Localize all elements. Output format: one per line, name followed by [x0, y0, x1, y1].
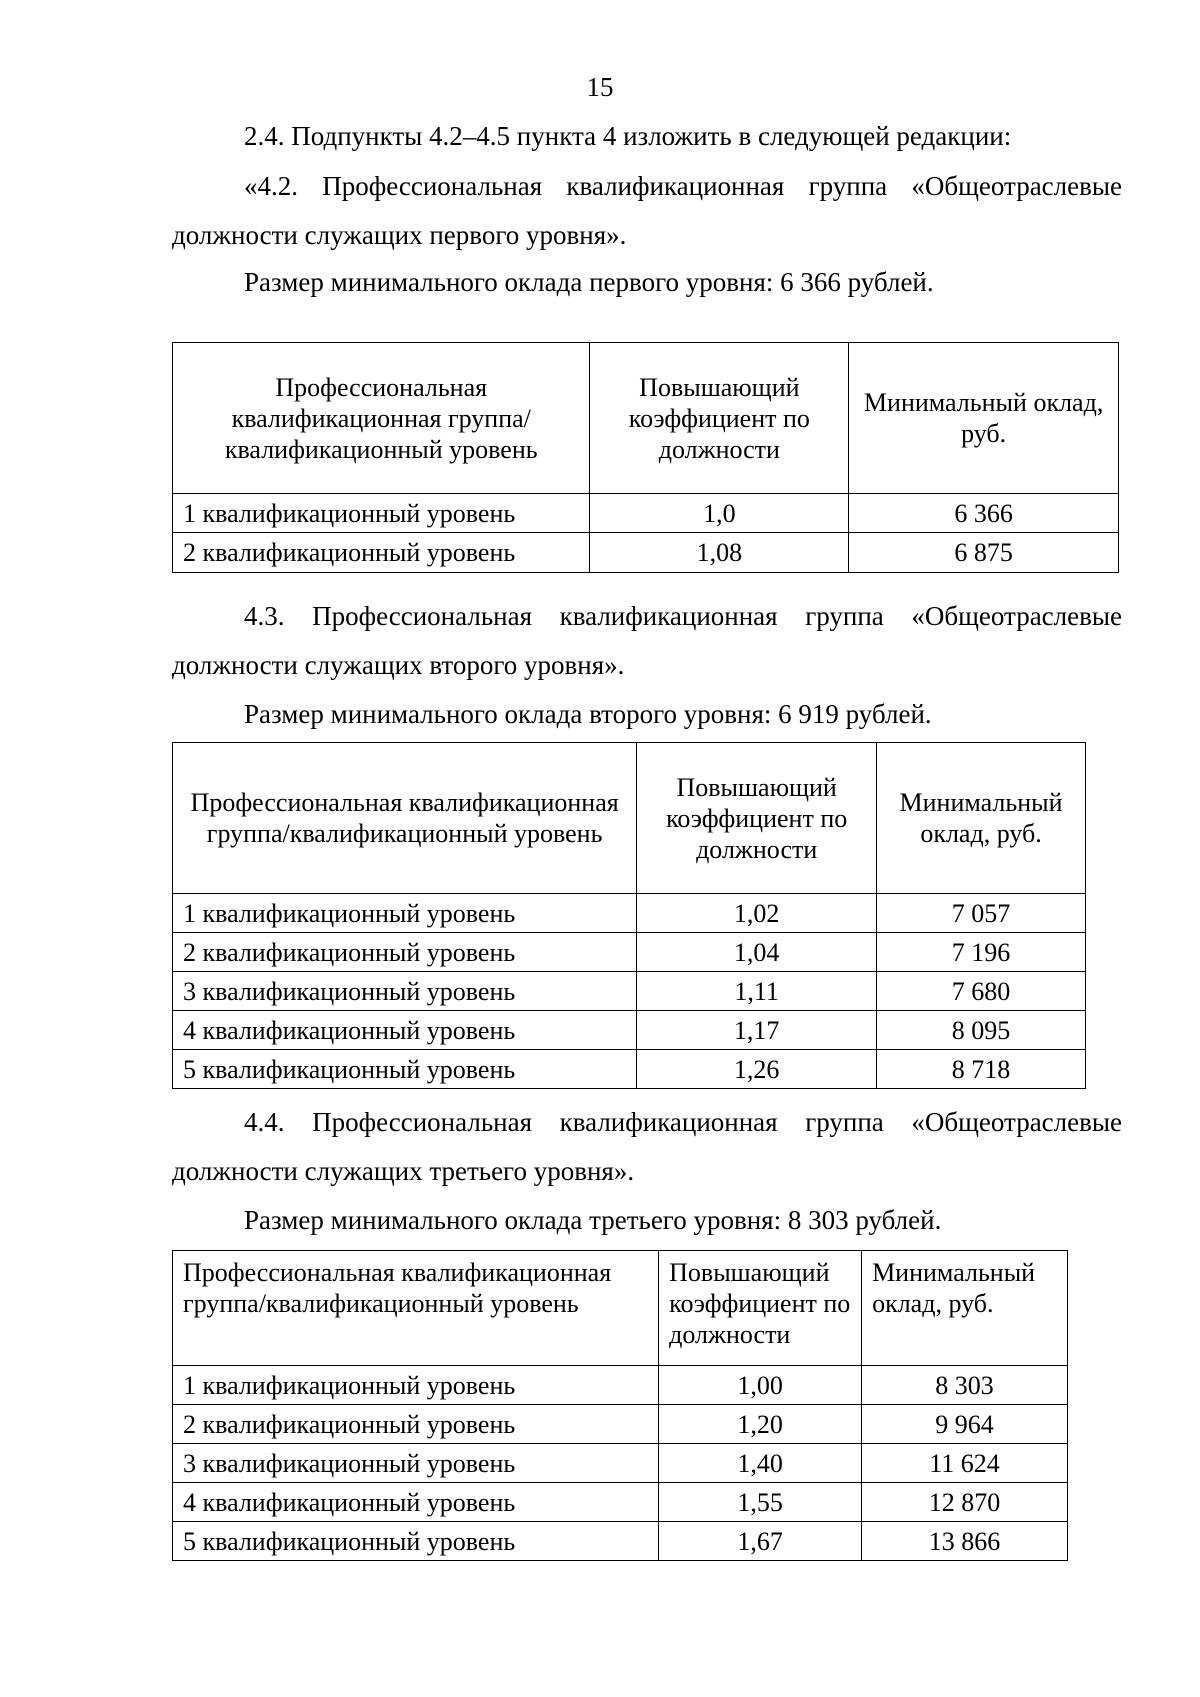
coef-cell: 1,02 [637, 894, 877, 933]
table-header-row [173, 343, 1119, 494]
level-cell: 3 квалификационный уровень [173, 972, 637, 1011]
level-cell: 1 квалификационный уровень [173, 894, 637, 933]
table-row [173, 1444, 1068, 1483]
header-coef-label: Повышающий коэффициент по должности [666, 772, 848, 864]
salary-cell: 6 875 [849, 533, 1119, 573]
salary-table-level-2 [172, 742, 1086, 1089]
header-coef-cell [637, 743, 877, 894]
header-salary-cell [862, 1251, 1068, 1366]
header-salary-cell [877, 743, 1086, 894]
salary-cell: 13 866 [862, 1522, 1068, 1561]
level-cell: 2 квалификационный уровень [173, 533, 590, 573]
paragraph-salary-level-1: Размер минимального оклада первого уровня: 6 366 рублей. [244, 267, 934, 297]
header-group-cell [173, 1251, 659, 1366]
header-group-cell [173, 743, 637, 894]
coef-cell: 1,11 [637, 972, 877, 1011]
salary-cell: 7 196 [877, 933, 1086, 972]
table-row [173, 1522, 1068, 1561]
coef-cell: 1,00 [659, 1366, 862, 1405]
table-header-row [173, 1251, 1068, 1366]
table-row [173, 1483, 1068, 1522]
page-number: 15 [586, 72, 614, 102]
level-cell: 4 квалификационный уровень [173, 1483, 659, 1522]
coef-cell: 1,20 [659, 1405, 862, 1444]
header-group-label: Профессиональная квалификационная группа/квалификационный уровень [190, 788, 619, 848]
table-row [173, 972, 1086, 1011]
level-cell: 1 квалификационный уровень [173, 494, 590, 533]
header-coef-cell [590, 343, 849, 494]
coef-cell: 1,08 [590, 533, 849, 573]
header-group-cell [173, 343, 590, 494]
table-row [173, 1050, 1086, 1089]
salary-table-level-1 [172, 342, 1119, 573]
coef-cell: 1,26 [637, 1050, 877, 1089]
coef-cell: 1,0 [590, 494, 849, 533]
table-row [173, 533, 1119, 573]
table-row [173, 1011, 1086, 1050]
salary-cell: 11 624 [862, 1444, 1068, 1483]
level-cell: 3 квалификационный уровень [173, 1444, 659, 1483]
salary-cell: 12 870 [862, 1483, 1068, 1522]
header-salary-cell [849, 343, 1119, 494]
level-cell: 4 квалификационный уровень [173, 1011, 637, 1050]
header-coef-label: Повышающий коэффициент по должности [669, 1258, 851, 1349]
level-cell: 1 квалификационный уровень [173, 1366, 659, 1405]
header-salary-label: Минимальный оклад, руб. [899, 788, 1063, 848]
paragraph-amendment-intro: 2.4. Подпункты 4.2–4.5 пункта 4 изложить в следующей редакции: [244, 121, 1012, 151]
salary-cell: 6 366 [849, 494, 1119, 533]
table-row [173, 933, 1086, 972]
salary-cell: 8 718 [877, 1050, 1086, 1089]
salary-cell: 7 680 [877, 972, 1086, 1011]
table-row [173, 1405, 1068, 1444]
table-row [173, 494, 1119, 533]
level-cell: 5 квалификационный уровень [173, 1522, 659, 1561]
header-salary-label: Минимальный оклад, руб. [863, 388, 1104, 448]
coef-cell: 1,40 [659, 1444, 862, 1483]
header-group-label: Профессиональная квалификационная группа/квалификационный уровень [183, 1258, 612, 1318]
salary-cell: 8 303 [862, 1366, 1068, 1405]
level-cell: 2 квалификационный уровень [173, 933, 637, 972]
level-cell: 2 квалификационный уровень [173, 1405, 659, 1444]
coef-cell: 1,55 [659, 1483, 862, 1522]
header-salary-label: Минимальный оклад, руб. [872, 1258, 1036, 1318]
coef-cell: 1,17 [637, 1011, 877, 1050]
paragraph-salary-level-3: Размер минимального оклада третьего уровня: 8 303 рублей. [244, 1205, 942, 1235]
header-group-label: Профессиональная квалификационная группа/квалификационный уровень [224, 372, 538, 464]
salary-table-level-3 [172, 1250, 1068, 1561]
coef-cell: 1,67 [659, 1522, 862, 1561]
level-cell: 5 квалификационный уровень [173, 1050, 637, 1089]
paragraph-section-4-3: 4.3. Профессиональная квалификационная группа «Общеотраслевые должности служащих второго уровня». [172, 601, 1122, 680]
salary-cell: 9 964 [862, 1405, 1068, 1444]
salary-cell: 8 095 [877, 1011, 1086, 1050]
header-coef-label: Повышающий коэффициент по должности [628, 372, 810, 464]
paragraph-salary-level-2: Размер минимального оклада второго уровня: 6 919 рублей. [244, 699, 932, 729]
salary-cell: 7 057 [877, 894, 1086, 933]
table-header-row [173, 743, 1086, 894]
header-coef-cell [659, 1251, 862, 1366]
table-row [173, 1366, 1068, 1405]
paragraph-section-4-2: «4.2. Профессиональная квалификационная группа «Общеотраслевые должности служащих первого уровня». [172, 171, 1122, 250]
paragraph-section-4-4: 4.4. Профессиональная квалификационная группа «Общеотраслевые должности служащих третьего уровня». [172, 1107, 1122, 1186]
coef-cell: 1,04 [637, 933, 877, 972]
table-row [173, 894, 1086, 933]
